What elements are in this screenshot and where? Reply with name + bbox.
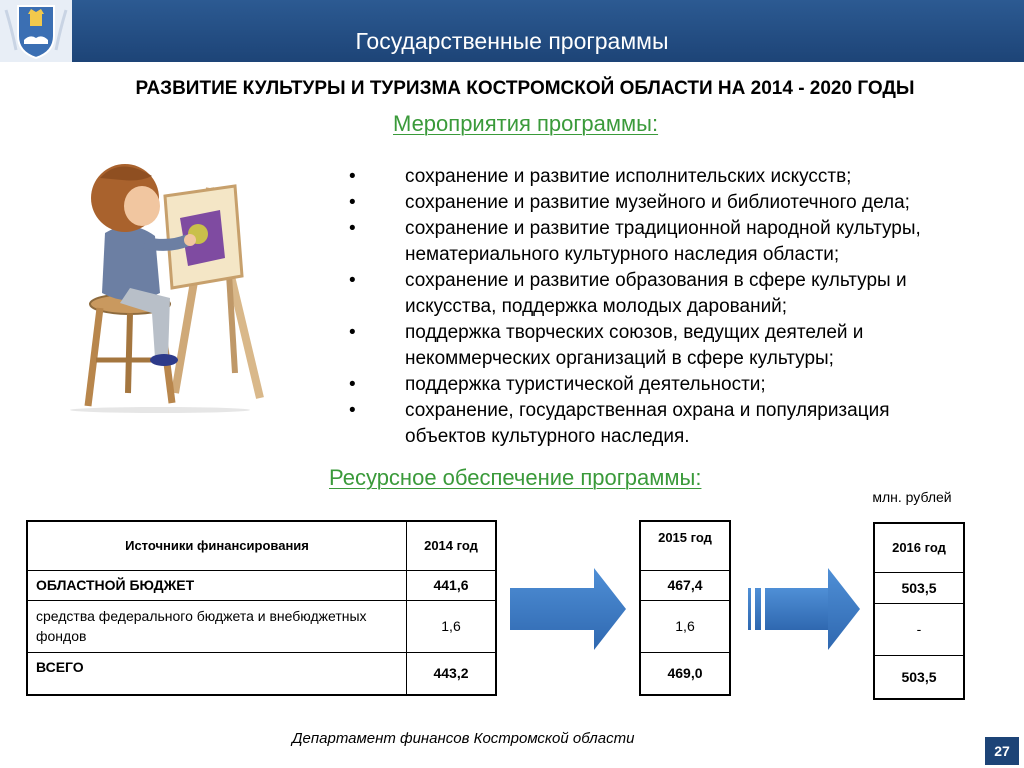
footer-department: Департамент финансов Костромской области — [292, 730, 635, 747]
bullet: • — [349, 270, 356, 291]
funding-table-2014 — [26, 520, 497, 696]
bullet: • — [349, 400, 356, 421]
table-row — [874, 603, 964, 655]
table-row — [874, 572, 964, 603]
year-2015-header: 2015 год — [640, 521, 730, 570]
activity-item — [349, 190, 1019, 216]
table-row — [640, 652, 730, 695]
value-cell: 441,6 — [407, 570, 497, 600]
activity-text-line: искусства, поддержка молодых дарований; — [405, 296, 788, 317]
table-row — [874, 655, 964, 699]
table-header-row — [27, 521, 496, 570]
arrow-right-icon — [510, 568, 626, 650]
bullet: • — [349, 192, 356, 213]
activity-text-line: сохранение, государственная охрана и популяризация — [405, 400, 890, 421]
value-cell: 1,6 — [407, 600, 497, 652]
source-header: Источники финансирования — [27, 521, 407, 570]
page-number: 27 — [985, 737, 1019, 765]
activity-item — [349, 320, 1019, 372]
value-cell: 503,5 — [874, 572, 964, 603]
activity-text-line: сохранение и развитие музейного и библиотечного дела; — [405, 192, 910, 213]
bullet: • — [349, 322, 356, 343]
table-row — [27, 600, 496, 652]
value-cell: 1,6 — [640, 600, 730, 652]
activity-item — [349, 216, 1019, 268]
program-title: РАЗВИТИЕ КУЛЬТУРЫ И ТУРИЗМА КОСТРОМСКОЙ ОБЛАСТИ НА 2014 - 2020 ГОДЫ — [135, 78, 915, 99]
activity-item — [349, 398, 1019, 450]
activity-item — [349, 268, 1019, 320]
activity-item — [349, 164, 1019, 190]
activity-item — [349, 372, 1019, 398]
activity-text-line: поддержка туристической деятельности; — [405, 374, 766, 395]
table-header-row — [640, 521, 730, 570]
table-row — [27, 652, 496, 695]
source-cell: ВСЕГО — [27, 652, 407, 695]
activity-text-line: сохранение и развитие образования в сфере культуры и — [405, 270, 907, 291]
table-row — [27, 570, 496, 600]
header-bar — [0, 0, 1024, 62]
activity-text-line: сохранение и развитие исполнительских искусств; — [405, 166, 852, 187]
activity-text-line: некоммерческих организаций в сфере культуры; — [405, 348, 834, 369]
funding-table-2015 — [639, 520, 731, 696]
activity-text-line: поддержка творческих союзов, ведущих деятелей и — [405, 322, 864, 343]
value-cell: 469,0 — [640, 652, 730, 695]
activity-text-line: объектов культурного наследия. — [405, 426, 690, 447]
value-cell: - — [874, 603, 964, 655]
source-cell: ОБЛАСТНОЙ БЮДЖЕТ — [27, 570, 407, 600]
bullet: • — [349, 166, 356, 187]
bullet: • — [349, 374, 356, 395]
resources-title: Ресурсное обеспечение программы: — [329, 465, 702, 490]
units-label: млн. рублей — [872, 489, 952, 505]
year-2016-header: 2016 год — [874, 523, 964, 572]
value-cell: 467,4 — [640, 570, 730, 600]
table-row — [640, 570, 730, 600]
activities-title: Мероприятия программы: — [393, 111, 659, 136]
value-cell: 443,2 — [407, 652, 497, 695]
bullet: • — [349, 218, 356, 239]
striped-arrow-right-icon — [748, 568, 860, 650]
activities-list — [349, 164, 1019, 450]
activity-text-line: сохранение и развитие традиционной народной культуры, — [405, 218, 921, 239]
table-row — [640, 600, 730, 652]
value-cell: 503,5 — [874, 655, 964, 699]
activity-text-line: нематериального культурного наследия области; — [405, 244, 840, 265]
year-2014-header: 2014 год — [407, 521, 497, 570]
source-cell: средства федерального бюджета и внебюджетных фондов — [27, 600, 407, 652]
painter-at-easel-illustration — [60, 148, 270, 413]
funding-table-2016 — [873, 522, 965, 700]
table-header-row — [874, 523, 964, 572]
header-title: Государственные программы — [355, 28, 669, 54]
